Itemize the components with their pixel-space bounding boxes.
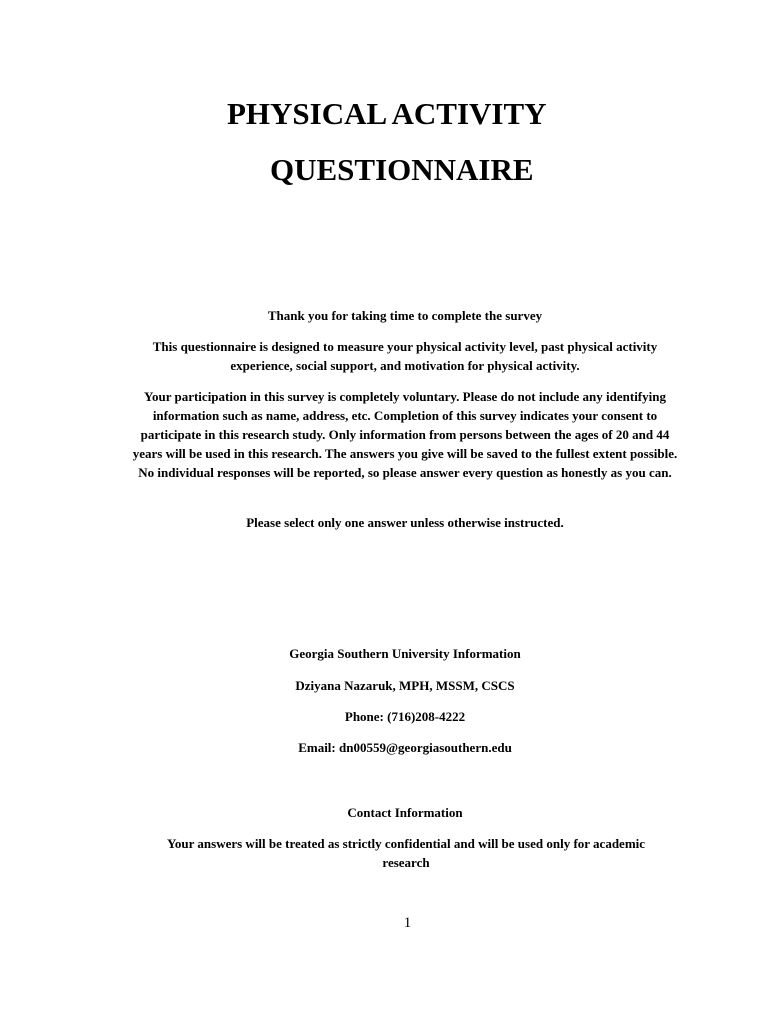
title-line-1: PHYSICAL ACTIVITY [227, 96, 547, 131]
confidentiality-note: Your answers will be treated as strictly confidential and will be used only for academic research [166, 836, 646, 870]
page-number: 1 [403, 915, 412, 931]
voluntary-paragraph: Your participation in this survey is completely voluntary. Please do not include any identifying information such as name, address, etc. Completion of this survey indicates your consent to participate in this research study. Only information from persons between the ages of 20 and 44 years will be used in this research. The answers you give will be saved to the fullest extent possible. No individual responses will be reported, so please answer every question as honestly as you can. [132, 389, 678, 480]
title-line-2: QUESTIONNAIRE [270, 152, 534, 187]
contact-heading: Contact Information [347, 805, 463, 820]
email-address: Email: dn00559@georgiasouthern.edu [298, 740, 512, 755]
thank-you-text: Thank you for taking time to complete the survey [267, 308, 543, 323]
select-instruction: Please select only one answer unless otherwise instructed. [246, 515, 564, 530]
researcher-name: Dziyana Nazaruk, MPH, MSSM, CSCS [295, 678, 515, 693]
university-info-heading: Georgia Southern University Information [289, 646, 521, 661]
purpose-paragraph: This questionnaire is designed to measure your physical activity level, past physical activity experience, social support, and motivation for physical activity. [152, 339, 658, 373]
phone-number: Phone: (716)208-4222 [344, 709, 466, 724]
